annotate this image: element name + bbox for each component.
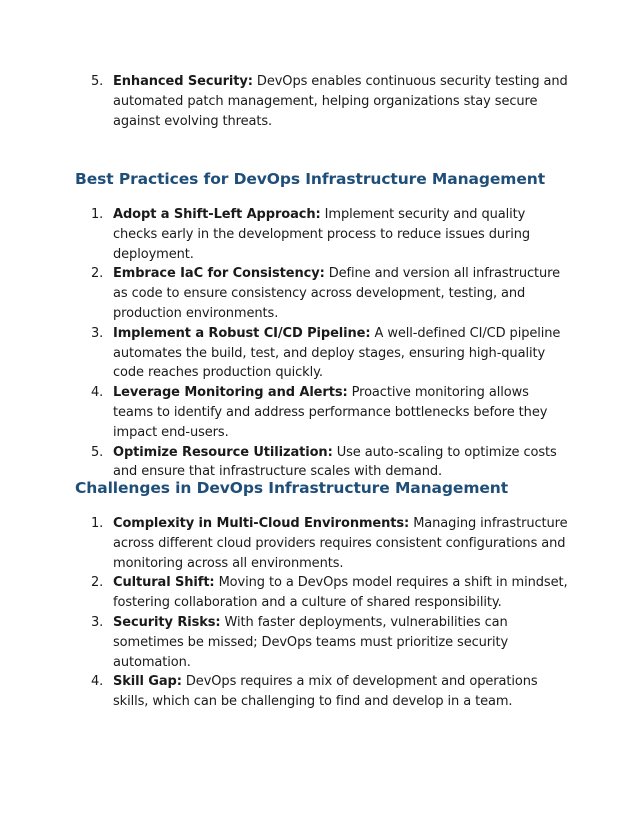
best-practices-list <box>91 205 569 482</box>
section-heading-best-practices: Best Practices for DevOps Infrastructure Management <box>75 170 546 188</box>
list-term: Adopt a Shift-Left Approach: <box>113 207 321 222</box>
list-term: Skill Gap: <box>113 674 182 690</box>
list-item <box>91 672 569 712</box>
list-item <box>91 573 569 613</box>
list-number: 1. <box>91 516 104 531</box>
list-term: Implement a Robust CI/CD Pipeline: <box>113 325 371 341</box>
list-number: 4. <box>91 674 104 690</box>
list-number: 2. <box>91 266 104 282</box>
list-item <box>91 205 569 264</box>
benefits-list <box>91 72 569 131</box>
list-item <box>91 443 569 483</box>
list-text: Proactive monitoring allows teams to identify and address performance bottlenecks before they impact end-users. <box>113 385 548 440</box>
list-term: Security Risks: <box>113 614 221 630</box>
list-text: Define and version all infrastructure as code to ensure consistency across development, testing, and production environments. <box>113 266 560 321</box>
list-item <box>91 383 569 442</box>
list-term: Leverage Monitoring and Alerts: <box>113 385 348 401</box>
list-item <box>91 324 569 383</box>
list-text: With faster deployments, vulnerabilities can sometimes be missed; DevOps teams must prioritize security automation. <box>113 614 509 670</box>
list-number: 1. <box>91 207 104 222</box>
list-term: Optimize Resource Utilization: <box>113 444 333 460</box>
list-number: 5. <box>91 74 104 89</box>
list-term: Cultural Shift: <box>113 575 215 591</box>
list-term: Complexity in Multi-Cloud Environments: <box>113 516 410 531</box>
list-item <box>91 72 569 131</box>
list-text: Managing infrastructure across different cloud providers requires consistent configurations and monitoring across all environments. <box>113 516 568 571</box>
list-text: Moving to a DevOps model requires a shift in mindset, fostering collaboration and a culture of shared responsibility. <box>113 575 568 611</box>
list-term: Embrace IaC for Consistency: <box>113 266 325 282</box>
list-number: 2. <box>91 575 104 591</box>
list-text: Implement security and quality checks early in the development process to reduce issues during deployment. <box>113 207 531 262</box>
list-text: DevOps enables continuous security testing and automated patch management, helping organizations stay secure against evolving threats. <box>113 74 568 129</box>
list-item <box>91 264 569 323</box>
list-term: Enhanced Security: <box>113 74 253 89</box>
list-text: A well-defined CI/CD pipeline automates the build, test, and deploy stages, ensuring high-quality code reaches production quickly. <box>113 325 561 381</box>
list-number: 3. <box>91 614 104 630</box>
list-number: 5. <box>91 444 104 460</box>
list-text: DevOps requires a mix of development and operations skills, which can be challenging to find and develop in a team. <box>113 674 538 710</box>
list-number: 4. <box>91 385 104 401</box>
list-item <box>91 613 569 672</box>
list-text: Use auto-scaling to optimize costs and ensure that infrastructure scales with demand. <box>113 444 557 480</box>
section-heading-challenges: Challenges in DevOps Infrastructure Management <box>75 479 509 497</box>
list-item <box>91 514 569 573</box>
challenges-list <box>91 514 569 712</box>
list-number: 3. <box>91 325 104 341</box>
